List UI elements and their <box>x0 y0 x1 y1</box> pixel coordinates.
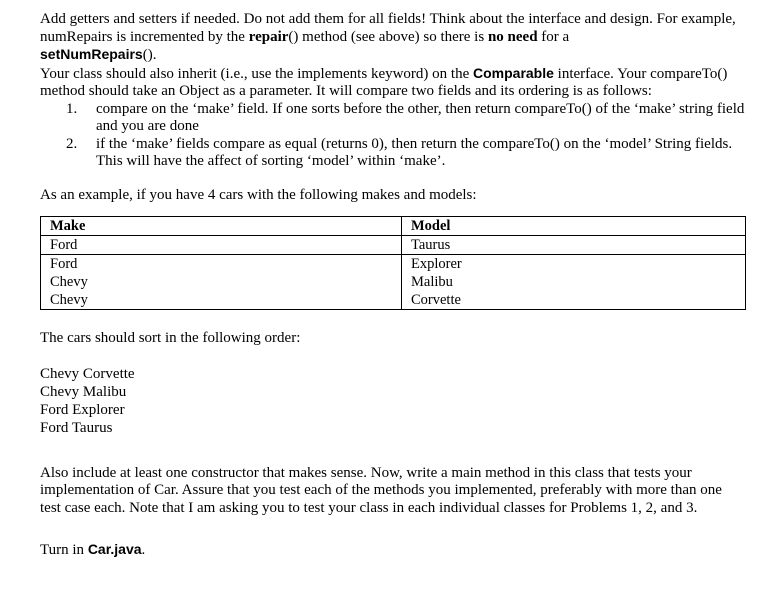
cell-model: Malibu <box>402 273 746 291</box>
header-model: Model <box>402 217 746 236</box>
table-row <box>41 255 746 274</box>
list-item <box>40 136 746 171</box>
cell-model: Corvette <box>402 291 746 310</box>
cell-make: Chevy <box>41 273 402 291</box>
sorted-cars-list <box>40 365 752 437</box>
para1-text-a: Add getters and setters if needed. Do not add them for all fields! Think about the interface and design. For example, numRepairs is incremented by the <box>40 11 736 45</box>
compare-steps-list <box>40 101 752 171</box>
list-item: Ford Explorer <box>40 401 125 418</box>
cell-model: Taurus <box>402 236 746 255</box>
cell-make: Ford <box>41 236 402 255</box>
table-row <box>41 236 746 255</box>
table-row <box>41 291 746 310</box>
sort-intro: The cars should sort in the following order: <box>40 330 301 346</box>
step-text: if the ‘make’ fields compare as equal (returns 0), then return the compareTo() on the ‘model’ String fields. This will have the affect of sorting ‘model’ within ‘make’. <box>96 135 733 169</box>
header-make: Make <box>41 217 402 236</box>
cell-model: Explorer <box>402 255 746 274</box>
para2-text-a: Your class should also inherit (i.e., use the implements keyword) on the <box>40 65 473 82</box>
para1-text-d: (). <box>142 47 157 63</box>
step-text: compare on the ‘make’ field. If one sorts before the other, then return compareTo() of the ‘make’ string field and you are done <box>96 100 745 134</box>
repair-method-name: repair <box>248 28 289 45</box>
step-number: 2. <box>66 135 78 152</box>
getters-setters-paragraph <box>40 11 740 65</box>
comparable-paragraph <box>40 65 730 101</box>
list-item <box>40 101 746 136</box>
cell-make: Chevy <box>41 291 402 310</box>
list-item: Chevy Malibu <box>40 383 127 400</box>
para2-text-b: interface. Your compareTo() method should take an Object as a parameter. It will compare two fields and its ordering is as follows: <box>40 65 728 99</box>
turnin-text-a: Turn in <box>40 542 88 558</box>
table-header-row <box>41 217 746 236</box>
document-page <box>40 11 752 560</box>
list-item: Ford Taurus <box>40 419 113 436</box>
list-item: Chevy Corvette <box>40 365 135 382</box>
step-number: 1. <box>66 100 78 117</box>
make-model-table <box>40 216 746 310</box>
turnin-text-b: . <box>141 542 146 558</box>
para1-text-c: for a <box>537 28 570 45</box>
cell-make: Ford <box>41 255 402 274</box>
comparable-interface-name: Comparable <box>473 64 554 81</box>
table-row <box>41 273 746 291</box>
example-intro: As an example, if you have 4 cars with the following makes and models: <box>40 186 477 203</box>
constructor-paragraph: Also include at least one constructor that makes sense. Now, write a main method in this class that tests your implementation of Car. Assure that you test each of the methods you implemented, preferably with more than one test case each. Note that I am asking you to test your class in each individual classes for Problems 1, 2, and 3. <box>40 464 722 516</box>
car-java-filename: Car.java <box>87 541 142 557</box>
setnumrepairs-method-name: setNumRepairs <box>40 46 143 62</box>
para1-text-b: () method (see above) so there is <box>288 28 488 45</box>
no-need-emphasis: no need <box>487 28 538 45</box>
turn-in-line <box>40 541 752 560</box>
